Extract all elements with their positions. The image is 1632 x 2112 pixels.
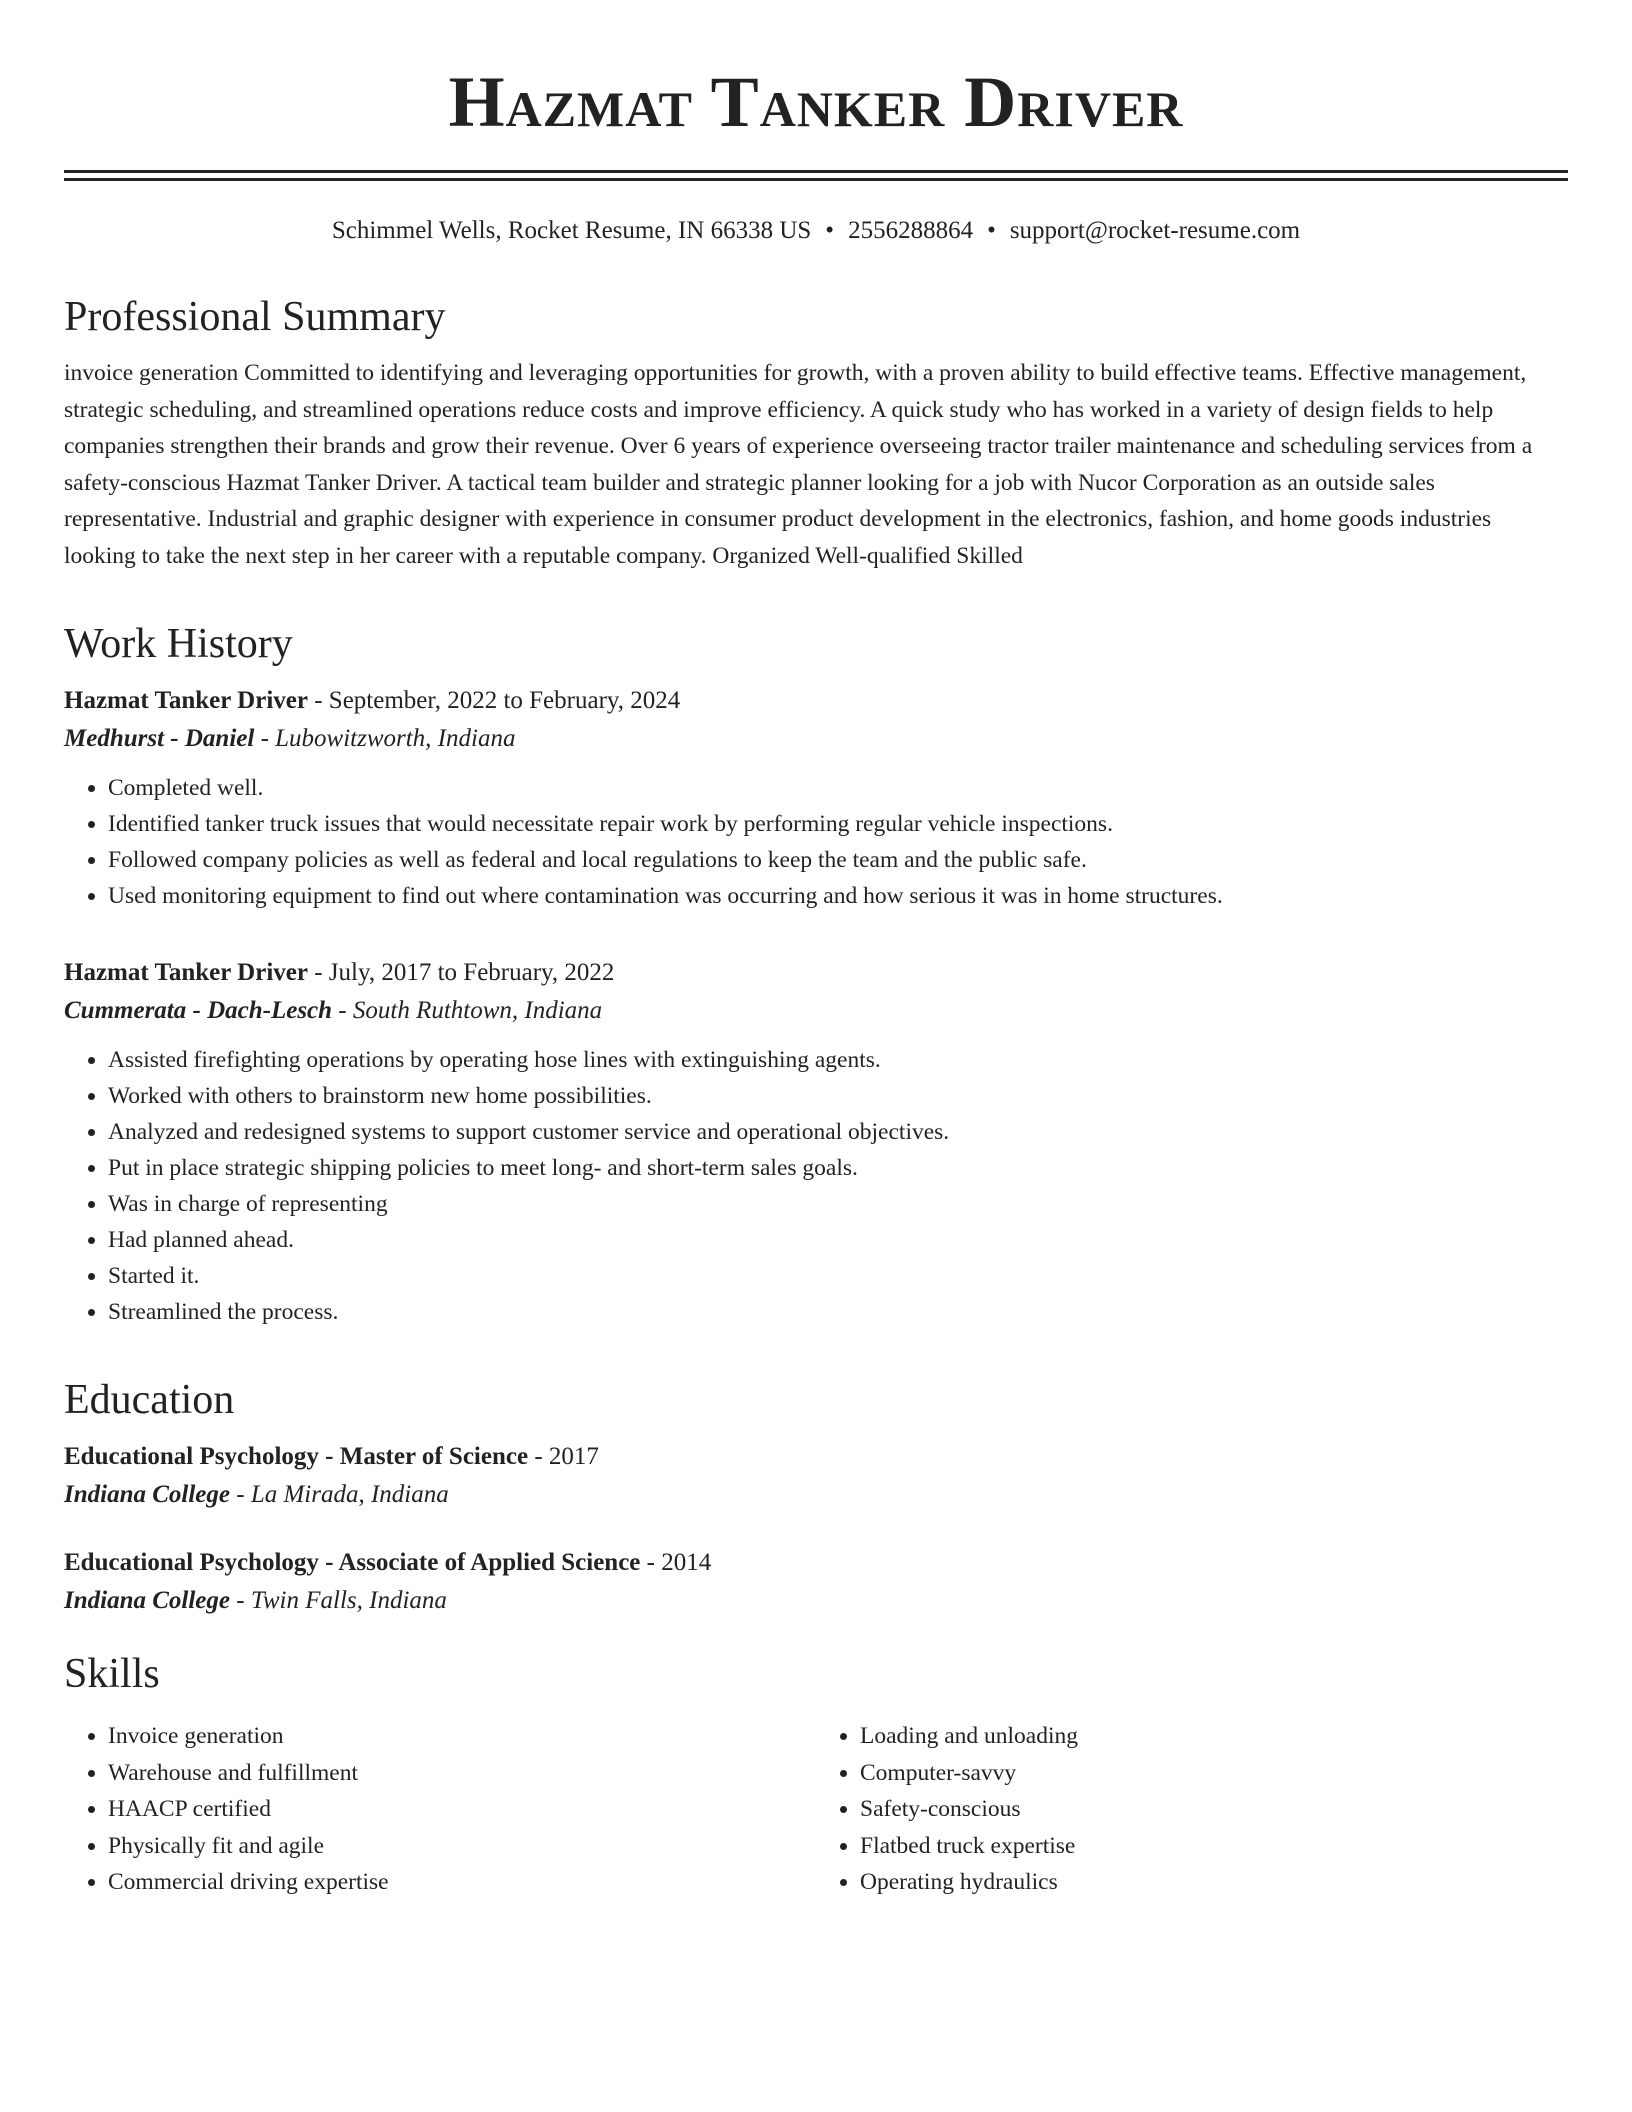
employer-line: [64, 992, 1568, 1030]
job-bullet: • Followed company policies as well as federal and local regulations to keep the team and the public safe.: [108, 842, 1568, 878]
skills-list-left: [64, 1718, 816, 1901]
skill-item: • Computer-savvy: [860, 1755, 1568, 1792]
section-title-summary: Professional Summary: [64, 294, 446, 340]
skill-item: • HAACP certified: [108, 1791, 816, 1828]
job-entry: [64, 954, 1568, 1330]
job-bullet: • Worked with others to brainstorm new home possibilities.: [108, 1078, 1568, 1114]
section-title-skills: Skills: [64, 1651, 160, 1697]
skills-columns: [64, 1712, 1568, 1901]
employer-location: - South Ruthtown, Indiana: [332, 997, 603, 1024]
degree-year: - 2014: [640, 1549, 712, 1576]
job-bullet: • Started it.: [108, 1258, 1568, 1294]
school-name: Indiana College: [64, 1587, 230, 1614]
skill-item: • Operating hydraulics: [860, 1864, 1568, 1901]
section-title-education: Education: [64, 1377, 235, 1423]
contact-address: Schimmel Wells, Rocket Resume, IN 66338 US: [331, 217, 812, 244]
school-location: - La Mirada, Indiana: [230, 1481, 449, 1508]
contact-line: [64, 215, 1568, 247]
job-bullet: • Analyzed and redesigned systems to support customer service and operational objectives.: [108, 1114, 1568, 1150]
section-title-work-history: Work History: [64, 621, 293, 667]
degree-line: [64, 1544, 1568, 1582]
education-entry: [64, 1438, 1568, 1514]
contact-email: support@rocket-resume.com: [1009, 217, 1301, 244]
job-bullet: • Was in charge of representing: [108, 1186, 1568, 1222]
education-entry: [64, 1544, 1568, 1620]
job-bullets: [64, 1042, 1568, 1330]
contact-phone: 2556288864: [848, 217, 974, 244]
skill-item: • Loading and unloading: [860, 1718, 1568, 1755]
job-entry: [64, 682, 1568, 914]
job-bullet: • Streamlined the process.: [108, 1294, 1568, 1330]
employer-name: Medhurst - Daniel: [64, 725, 255, 752]
job-bullet: • Completed well.: [108, 770, 1568, 806]
skill-item: • Commercial driving expertise: [108, 1864, 816, 1901]
job-title-line: [64, 954, 1568, 992]
degree-year: - 2017: [528, 1443, 599, 1470]
job-dates: - September, 2022 to February, 2024: [307, 687, 681, 714]
job-role: Hazmat Tanker Driver: [64, 687, 308, 714]
job-role: Hazmat Tanker Driver: [64, 959, 308, 986]
skill-item: • Invoice generation: [108, 1718, 816, 1755]
skill-item: • Physically fit and agile: [108, 1828, 816, 1865]
employer-line: [64, 720, 1568, 758]
degree-name: Educational Psychology - Master of Science: [64, 1443, 529, 1470]
contact-separator: •: [987, 217, 996, 244]
job-title-line: [64, 682, 1568, 720]
skill-item: • Warehouse and fulfillment: [108, 1755, 816, 1792]
degree-name: Educational Psychology - Associate of Applied Science: [64, 1549, 641, 1576]
employer-location: - Lubowitzworth, Indiana: [254, 725, 516, 752]
job-bullet: • Put in place strategic shipping policies to meet long- and short-term sales goals.: [108, 1150, 1568, 1186]
summary-text: invoice generation Committed to identifying and leveraging opportunities for growth, with a proven ability to build effective teams. Effective management, strategic scheduling, and streamlined operations reduce costs and improve efficiency. A quick study who has worked in a variety of design fields to help companies strengthen their brands and grow their revenue. Over 6 years of experience overseeing tractor trailer maintenance and scheduling services from a safety-conscious Hazmat Tanker Driver. A tactical team builder and strategic planner looking for a job with Nucor Corporation as an outside sales representative. Industrial and graphic designer with experience in consumer product development in the electronics, fashion, and home goods industries looking to take the next step in her career with a reputable company. Organized Well-qualified Skilled: [64, 360, 1533, 569]
job-dates: - July, 2017 to February, 2022: [307, 959, 615, 986]
skill-item: • Flatbed truck expertise: [860, 1828, 1568, 1865]
candidate-name: Hazmat Tanker Driver: [448, 62, 1184, 142]
header-double-rule: [64, 170, 1568, 181]
job-bullet: • Assisted firefighting operations by operating hose lines with extinguishing agents.: [108, 1042, 1568, 1078]
skill-item: • Safety-conscious: [860, 1791, 1568, 1828]
job-bullet: • Identified tanker truck issues that would necessitate repair work by performing regular vehicle inspections.: [108, 806, 1568, 842]
job-bullet: • Used monitoring equipment to find out where contamination was occurring and how serious it was in home structures.: [108, 878, 1568, 914]
job-bullet: • Had planned ahead.: [108, 1222, 1568, 1258]
school-location: - Twin Falls, Indiana: [230, 1587, 447, 1614]
contact-separator: •: [825, 217, 835, 244]
skills-list-right: [816, 1718, 1568, 1901]
job-bullets: [64, 770, 1568, 914]
school-line: [64, 1476, 1568, 1514]
school-line: [64, 1582, 1568, 1620]
school-name: Indiana College: [64, 1481, 230, 1508]
degree-line: [64, 1438, 1568, 1476]
employer-name: Cummerata - Dach-Lesch: [64, 997, 333, 1024]
